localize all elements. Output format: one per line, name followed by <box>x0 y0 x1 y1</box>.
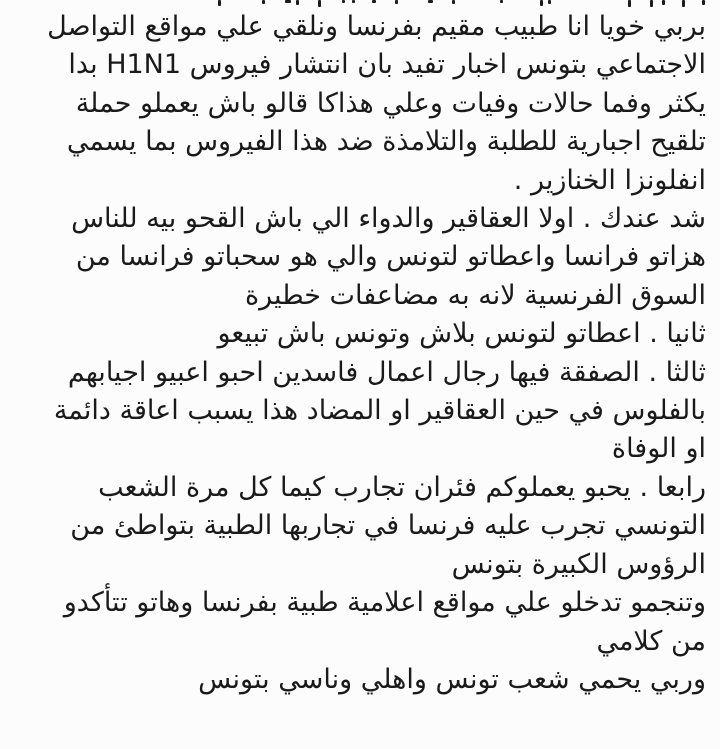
text-line: بالفلوس في حين العقاقير او المضاد هذا يسبب اعاقة دائمة <box>53 395 706 427</box>
text-line: ثالثا . الصفقة فيها رجال اعمال فاسدين احبو اعبيو اجيابهم <box>67 356 706 388</box>
text-line: ثانيا . اعطاتو لتونس بلاش وتونس باش تبيعو <box>217 318 706 350</box>
text-line: وربي يحمي شعب تونس واهلي وناسي بتونس <box>198 663 706 695</box>
post-body <box>0 8 720 699</box>
text-line: او الوفاة <box>611 433 706 465</box>
text-line: التونسي تجرب عليه فرنسا في تجاربها الطبية بتواطئ من <box>70 510 706 542</box>
text-line: بربي خويا انا طبيب مقيم بفرنسا ونلقي علي مواقع التواصل <box>47 11 706 42</box>
text-line: رابعا . يحبو يعملوكم فئران تجارب كيما كل مرة الشعب <box>98 471 706 503</box>
text-line: من كلامي <box>596 625 706 657</box>
text-line: انفلونزا الخنازير . <box>513 164 706 196</box>
text-line: شد عندك . اولا العقاقير والدواء الي باش القحو بيه للناس <box>71 203 706 235</box>
text-line: وتنجمو تدخلو علي مواقع اعلامية طبية بفرنسا وهاتو تتأكدو <box>63 587 706 619</box>
text-line: الرؤوس الكبيرة بتونس <box>451 548 706 580</box>
text-line: الاجتماعي بتونس اخبار تفيد بان انتشار فيروس H1N1 بدا <box>68 49 706 81</box>
text-line: يكثر وفما حالات وفيات وعلي هذاكا قالو باش يعملو حملة <box>75 87 706 119</box>
text-line: السوق الفرنسية لانه به مضاعفات خطيرة <box>244 279 706 311</box>
text-line: هزاتو فرانسا واعطاتو لتونس والي هو سحباتو فرانسا من <box>75 241 706 273</box>
text-line: تلقيح اجبارية للطلبة والتلامذة ضد هذا الفيروس بما يسمي <box>66 126 706 158</box>
